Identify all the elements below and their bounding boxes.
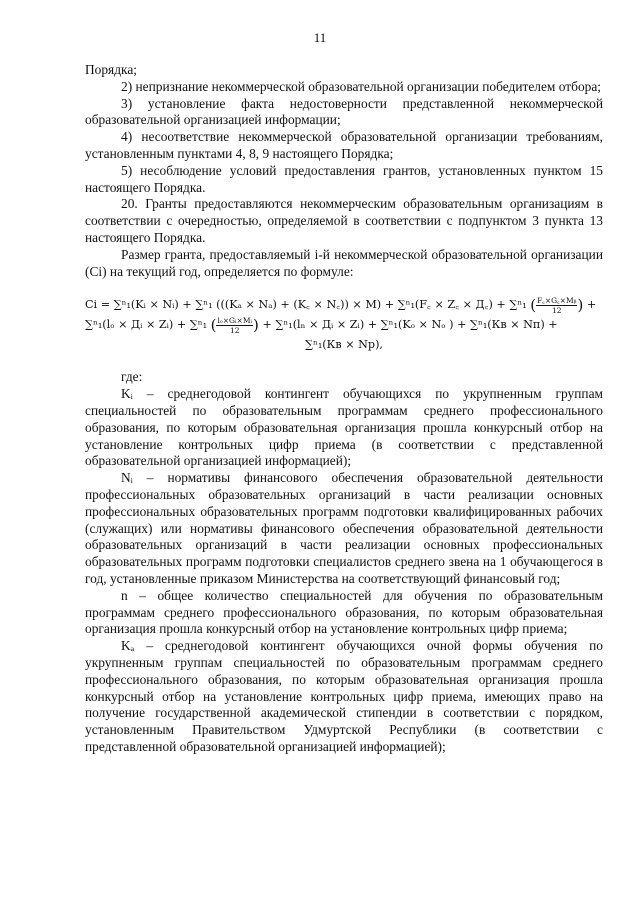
formula-text: + [583, 298, 597, 312]
formula-fraction [216, 316, 253, 335]
paragraph: Порядка; [85, 62, 137, 77]
formula-text: + ∑ⁿ₁(lₙ × Дᵢ × Zᵢ) + ∑ⁿ₁(Kₒ × Nₒ ) + ∑ⁿ₁(Кв × Nп) + [258, 318, 558, 332]
definition-paragraph: Kᵢ – среднегодовой контингент обучающихся по укрупненным группам специальностей по образовательным программам среднего профессионального образования, по которым образовательная организация прошла конкурсный отбор на установление контрольных цифр приема (в соответствии с представленной образовательной организацией информацией); [85, 386, 603, 469]
where-label: где: [121, 369, 143, 385]
formula-fraction [536, 296, 577, 315]
grant-formula [85, 295, 603, 355]
formula-paren-close: ) [253, 316, 259, 335]
formula-line-2 [85, 315, 603, 335]
formula-paren-close: ) [577, 296, 584, 315]
document-body [85, 62, 603, 756]
definition-paragraph: n – общее количество специальностей для обучения по образовательным программам среднего профессионального образования, по которым образовательная организация прошла конкурсный отбор на установление контрольных цифр приема; [85, 587, 603, 637]
paragraph: 2) непризнание некоммерческой образовательной организации победителем отбора; [121, 78, 601, 94]
paragraph: 4) несоответствие некоммерческой образовательной организации требованиям, установленным пунктами 4, 8, 9 настоящего Порядка; [85, 129, 603, 161]
formula-line-3: ∑ⁿ₁(Кв × Nр), [305, 338, 383, 352]
formula-line-1 [85, 295, 603, 315]
formula-text: Ci = ∑ⁿ₁(Kᵢ × Nᵢ) + ∑ⁿ₁ (((Kₐ × Nₐ) + (K꜀ × N꜀)) × M) + ∑ⁿ₁(F꜀ × Z꜀ × Д꜀) + ∑ⁿ₁ [85, 298, 531, 312]
definition-paragraph: Nᵢ – нормативы финансового обеспечения образовательной деятельности профессиональных образовательных организаций в части реализации основных профессиональных образовательных программ подготовки квалифицированных рабочих (служащих) или нормативы финансового обеспечения образовательной деятельности образовательных организаций в части реализации основных профессиональных образовательных программ подготовки специалистов среднего звена на 1 обучающегося в год, установленные приказом Министерства на соответствующий финансовый год; [85, 470, 603, 586]
formula-paren-open: ( [530, 296, 537, 315]
formula-paren-open: ( [210, 316, 217, 335]
fraction-denominator: 12 [229, 325, 240, 335]
page-number: 11 [313, 30, 327, 45]
definition-paragraph: Kₐ – среднегодовой контингент обучающихся очной формы обучения по укрупненным группам специальностей по образовательным программам среднего профессионального образования, по которым образовательная организация прошла конкурсный отбор на установление контрольных цифр приема, имеющих право на получение государственной академической стипендии в соответствии с порядком, установленным Правительством Удмуртской Республики (в соответствии с представленной образовательной организацией информацией); [85, 638, 603, 754]
fraction-denominator: 12 [552, 305, 562, 315]
formula-text: ∑ⁿ₁(lₒ × Дᵢ × Zᵢ) + ∑ⁿ₁ [85, 318, 211, 332]
fraction-numerator: F꜀×G꜀×Mᵦ [537, 295, 577, 305]
fraction-numerator: lₒ×Gᵢ×Mᵢ [217, 315, 253, 325]
paragraph: Размер гранта, предоставляемый i-й некоммерческой образовательной организации (Ci) на текущий год, определяется по формуле: [85, 246, 603, 279]
paragraph: 20. Гранты предоставляются некоммерческим образовательным организациям в соответствии с очередностью, определяемой в соответствии с подпунктом 3 пункта 13 настоящего Порядка. [85, 196, 603, 245]
paragraph: 5) несоблюдение условий предоставления грантов, установленных пунктом 15 настоящего Порядка. [85, 162, 603, 195]
paragraph: 3) установление факта недостоверности представленной некоммерческой образовательной организацией информации; [85, 95, 603, 128]
